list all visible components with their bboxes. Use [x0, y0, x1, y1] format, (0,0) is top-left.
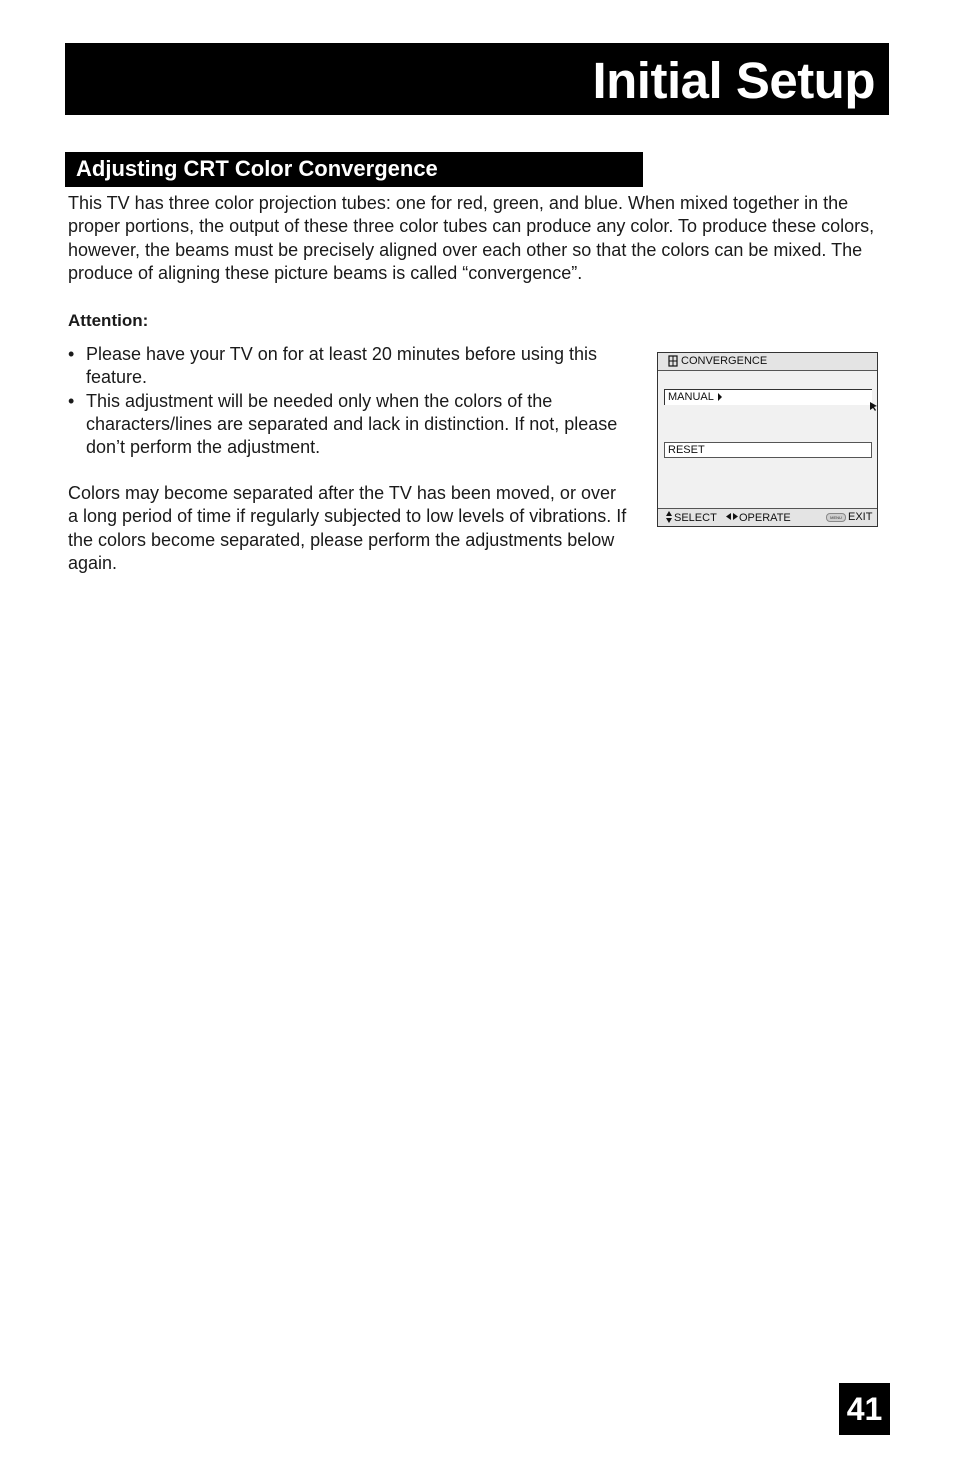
menu-button-icon: MENU: [826, 513, 846, 522]
left-right-arrow-icon: [726, 513, 738, 520]
exit-hint: EXIT: [848, 511, 873, 523]
chapter-header: [65, 43, 889, 115]
section-header: [65, 152, 643, 187]
menu-item-manual[interactable]: [664, 389, 872, 405]
osd-header: [658, 353, 877, 371]
convergence-menu-screen: [657, 352, 878, 527]
operate-hint: OPERATE: [739, 512, 791, 524]
attention-label: Attention:: [68, 311, 149, 330]
osd-footer: [658, 508, 877, 526]
convergence-icon: [668, 355, 678, 367]
menu-item-label: RESET: [668, 444, 705, 456]
bullet-marker: •: [68, 390, 75, 411]
section-title: Adjusting CRT Color Convergence: [76, 156, 438, 181]
bullet-text: This adjustment will be needed only when the colors of the characters/lines are separated and lack in distinction. If not, please don’t perform the adjustment.: [86, 390, 618, 458]
arrow-right-icon: [718, 393, 722, 401]
bullet-marker: •: [68, 344, 75, 364]
osd-title: CONVERGENCE: [681, 355, 768, 367]
cursor-icon: [869, 401, 878, 411]
intro-paragraph: This TV has three color projection tubes: one for red, green, and blue. When mixed together in the proper portions, the output of these three color tubes can produce any color. To produce these colors, however, the beams must be precisely aligned over each other so that the colors can be mixed. The produce of aligning these picture beams is called “convergence”.: [68, 193, 875, 283]
up-down-arrow-icon: [666, 511, 672, 523]
attention-list: [68, 343, 618, 459]
list-item: [68, 390, 618, 460]
page-title: Initial Setup: [592, 52, 875, 109]
bullet-text: Please have your TV on for at least 20 minutes before using this feature.: [86, 344, 597, 388]
select-hint: SELECT: [674, 512, 717, 524]
page-number: 41: [839, 1383, 890, 1435]
list-item: [68, 343, 618, 390]
menu-item-reset[interactable]: [664, 442, 872, 458]
menu-item-label: MANUAL: [668, 391, 714, 403]
separation-paragraph: Colors may become separated after the TV has been moved, or over a long period of time if regularly subjected to low levels of vibrations. If the colors become separated, please perform the adjustments below again.: [68, 483, 627, 573]
